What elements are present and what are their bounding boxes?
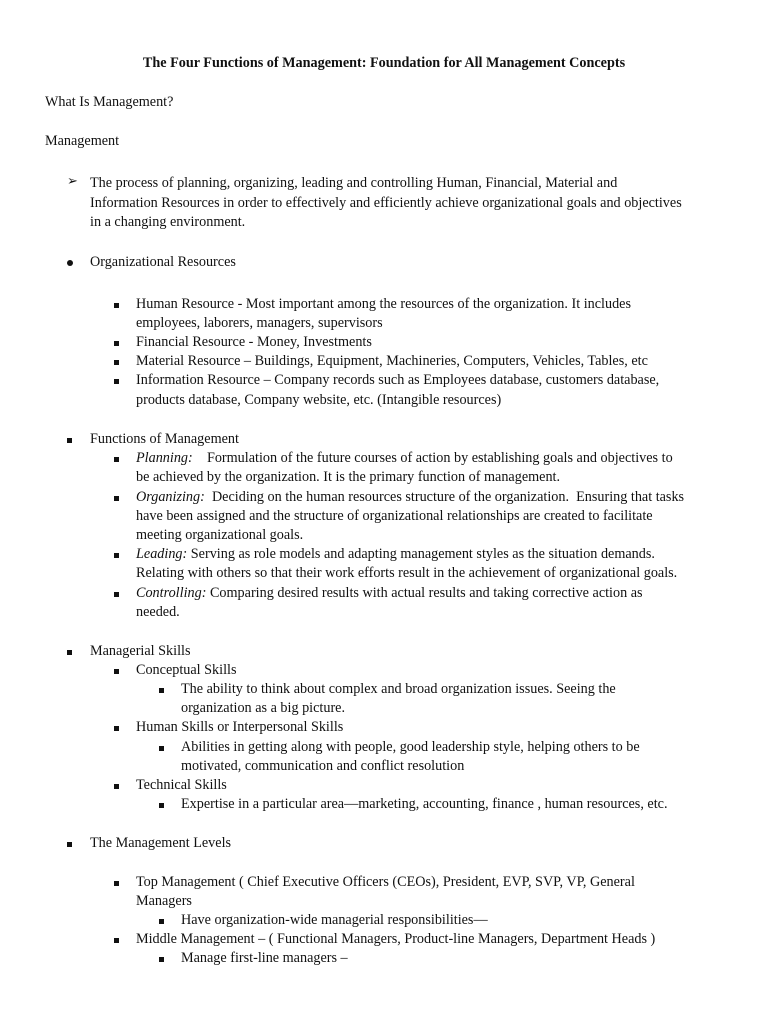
function-controlling bbox=[136, 583, 643, 603]
skill-detail: Expertise in a particular area—marketing, accounting, finance , human resources, etc. bbox=[181, 796, 668, 812]
list-item: Information Resource – Company records such as Employees database, customers database, bbox=[136, 372, 660, 388]
square-bullet-icon bbox=[114, 487, 119, 507]
skill-detail: organization as a big picture. bbox=[181, 700, 346, 716]
square-bullet-icon bbox=[114, 872, 119, 892]
function-text: meeting organizational goals. bbox=[136, 527, 304, 543]
list-item: Human Resource - Most important among the resources of the organization. It includes bbox=[136, 296, 631, 312]
square-bullet-icon bbox=[67, 833, 72, 853]
function-planning bbox=[136, 448, 673, 468]
function-text: Formulation of the future courses of action by establishing goals and objectives to bbox=[192, 450, 673, 466]
skill-detail: Abilities in getting along with people, good leadership style, helping others to be bbox=[181, 739, 640, 755]
list-item: employees, laborers, managers, supervisors bbox=[136, 315, 383, 331]
definition-line: The process of planning, organizing, leading and controlling Human, Financial, Material and bbox=[90, 175, 618, 191]
function-text: Comparing desired results with actual results and taking corrective action as bbox=[206, 585, 643, 601]
square-bullet-icon bbox=[114, 717, 119, 737]
function-term: Planning: bbox=[136, 450, 193, 466]
function-text: Deciding on the human resources structure of the organization. Ensuring that tasks bbox=[204, 489, 685, 505]
levels-heading: The Management Levels bbox=[90, 835, 232, 851]
square-bullet-icon bbox=[114, 544, 119, 564]
function-text: be achieved by the organization. It is the primary function of management. bbox=[136, 469, 561, 485]
section-heading-management: Management bbox=[45, 133, 120, 149]
level-item: Top Management ( Chief Executive Officers (CEOs), President, EVP, SVP, VP, General bbox=[136, 874, 635, 890]
square-bullet-icon bbox=[159, 910, 164, 930]
level-detail: Have organization-wide managerial responsibilities— bbox=[181, 912, 488, 928]
skill-label: Human Skills or Interpersonal Skills bbox=[136, 719, 344, 735]
function-organizing bbox=[136, 487, 684, 507]
skill-label: Conceptual Skills bbox=[136, 662, 237, 678]
definition-line: Information Resources in order to effectively and efficiently achieve organizational goals and objectives bbox=[90, 195, 682, 211]
square-bullet-icon bbox=[114, 351, 119, 371]
function-text: Serving as role models and adapting management styles as the situation demands. bbox=[187, 546, 655, 562]
list-item: Material Resource – Buildings, Equipment, Machineries, Computers, Vehicles, Tables, etc bbox=[136, 353, 648, 369]
square-bullet-icon bbox=[159, 737, 164, 757]
level-detail: Manage first-line managers – bbox=[181, 950, 348, 966]
skill-label: Technical Skills bbox=[136, 777, 227, 793]
square-bullet-icon bbox=[67, 641, 72, 661]
function-text: have been assigned and the structure of organizational relationships are created to facilitate bbox=[136, 508, 653, 524]
skills-heading: Managerial Skills bbox=[90, 643, 191, 659]
square-bullet-icon bbox=[67, 429, 72, 449]
function-leading bbox=[136, 544, 655, 564]
question-heading: What Is Management? bbox=[45, 94, 174, 110]
square-bullet-icon bbox=[159, 679, 164, 699]
definition-line: in a changing environment. bbox=[90, 214, 246, 230]
page-title: The Four Functions of Management: Foundation for All Management Concepts bbox=[142, 55, 626, 71]
functions-heading: Functions of Management bbox=[90, 431, 239, 447]
square-bullet-icon bbox=[114, 583, 119, 603]
square-bullet-icon bbox=[114, 370, 119, 390]
function-term: Leading: bbox=[136, 546, 188, 562]
skill-detail: The ability to think about complex and broad organization issues. Seeing the bbox=[181, 681, 616, 697]
square-bullet-icon bbox=[114, 448, 119, 468]
function-term: Organizing: bbox=[136, 489, 205, 505]
square-bullet-icon bbox=[114, 929, 119, 949]
level-item: Middle Management – ( Functional Managers, Product-line Managers, Department Heads ) bbox=[136, 931, 656, 947]
square-bullet-icon bbox=[114, 332, 119, 352]
arrow-bullet-icon: ➢ bbox=[67, 174, 78, 189]
org-resources-heading: Organizational Resources bbox=[90, 254, 236, 270]
level-item: Managers bbox=[136, 893, 192, 909]
skill-detail: motivated, communication and conflict resolution bbox=[181, 758, 465, 774]
square-bullet-icon bbox=[114, 294, 119, 314]
round-bullet-icon bbox=[67, 252, 73, 272]
function-term: Controlling: bbox=[136, 585, 207, 601]
square-bullet-icon bbox=[159, 948, 164, 968]
list-item: Financial Resource - Money, Investments bbox=[136, 334, 372, 350]
function-text: needed. bbox=[136, 604, 180, 620]
square-bullet-icon bbox=[114, 775, 119, 795]
list-item: products database, Company website, etc. (Intangible resources) bbox=[136, 392, 502, 408]
function-text: Relating with others so that their work efforts result in the achievement of organizational goals. bbox=[136, 565, 678, 581]
square-bullet-icon bbox=[114, 660, 119, 680]
square-bullet-icon bbox=[159, 794, 164, 814]
